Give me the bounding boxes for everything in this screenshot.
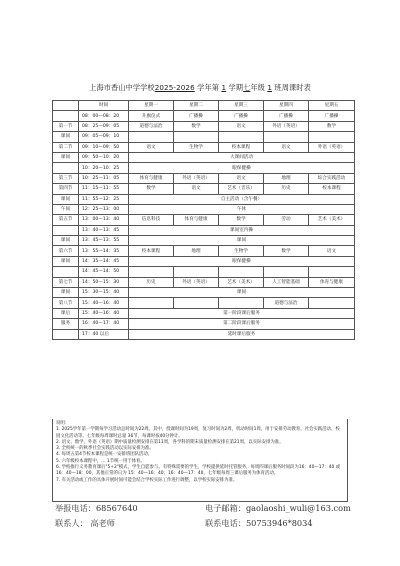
span-cell: 第二阶段课后服务 xyxy=(129,319,355,329)
lesson-cell: 广播操 xyxy=(174,111,219,121)
header-cell-blank xyxy=(53,101,79,111)
time-cell: 09：05—09：10 xyxy=(79,132,129,142)
lesson-cell: 语文 xyxy=(264,142,309,152)
lesson-cell xyxy=(264,267,309,277)
term: 1 xyxy=(221,83,227,92)
time-cell: 14：50—15：30 xyxy=(79,277,129,287)
span-cell: 课间 xyxy=(129,236,355,246)
time-cell: 10：25—11：05 xyxy=(79,173,129,183)
note-line: 1. 2025学年第一学期每学习活动总时间为22周，其中，授课时间为19周，复习时间为2周，机动时间1周，用于安排劳动教育、社会实践活动、校园文化活动等。七年级每周课时总量 36节，每课时按40分钟计。 xyxy=(56,427,340,439)
time-cell: 16：40—17：40 xyxy=(79,319,129,329)
lesson-cell: 道德与法治 xyxy=(129,121,174,131)
table-row xyxy=(53,308,355,318)
lesson-cell: 外语（英语） xyxy=(174,173,219,183)
table-row xyxy=(53,277,355,287)
span-cell: 眼保健操 xyxy=(129,163,355,173)
period-label: 午间 xyxy=(53,204,79,214)
span-cell: 第一阶段课后服务 xyxy=(129,308,355,318)
table-row xyxy=(53,163,355,173)
lesson-cell: 历史 xyxy=(129,277,174,287)
header-cell: 星期一 xyxy=(129,101,174,111)
time-cell: 12：25—13：00 xyxy=(79,204,129,214)
period-label xyxy=(53,225,79,235)
lesson-cell: 体育与健康 xyxy=(129,173,174,183)
lesson-cell: 语文 xyxy=(309,246,355,256)
period-label xyxy=(53,267,79,277)
period-label: 第七节 xyxy=(53,277,79,287)
lesson-cell: 数学 xyxy=(174,121,219,131)
footer-line-1 xyxy=(55,503,351,514)
lesson-cell: 生物学 xyxy=(174,142,219,152)
lesson-cell: 生物学 xyxy=(219,246,264,256)
time-cell: 10：20—10：25 xyxy=(79,163,129,173)
time-cell: 14：35—14：45 xyxy=(79,256,129,266)
lesson-cell: 升旗仪式 xyxy=(129,111,174,121)
span-cell: 课间室内操 xyxy=(129,225,355,235)
lesson-cell: 语文 xyxy=(129,142,174,152)
table-row xyxy=(53,267,355,277)
period-label: 服务 xyxy=(53,319,79,329)
header-cell: 时间 xyxy=(79,101,129,111)
report-phone: 举报电话：68567640 xyxy=(55,503,138,513)
time-cell: 15：40—16：40 xyxy=(79,298,129,308)
lesson-cell: 语文 xyxy=(174,184,219,194)
lesson-cell: 道德与法治 xyxy=(264,298,309,308)
footer-line-2 xyxy=(55,518,313,529)
lesson-cell: 人工智能基础 xyxy=(264,277,309,287)
note-line: 4. 每周五第4节校本课程是统一安排班团队活动。 xyxy=(56,452,153,458)
page-title: 上海市香山中学学校2025-2026 学年第 1 学期七年级 1 班周课时表 xyxy=(89,83,311,92)
lesson-cell: 艺术（美术） xyxy=(219,277,264,287)
period-label: 第五节 xyxy=(53,215,79,225)
lesson-cell: 广播操 xyxy=(264,111,309,121)
header-cell: 星期二 xyxy=(174,101,219,111)
lesson-cell xyxy=(309,298,355,308)
table-row xyxy=(53,132,355,142)
period-label: 第二节 xyxy=(53,142,79,152)
table-row xyxy=(53,111,355,121)
period-label: 第六节 xyxy=(53,246,79,256)
lesson-cell: 校本课程 xyxy=(219,142,264,152)
time-cell: 11：55—12：25 xyxy=(79,194,129,204)
contact-person: 联系人： 高老师 xyxy=(55,518,115,528)
period-label: 课间 xyxy=(53,256,79,266)
lesson-cell: 历史 xyxy=(264,184,309,194)
table-row xyxy=(53,236,355,246)
table-row xyxy=(53,298,355,308)
email: 电子邮箱：gaolaoshi_wuli@163.com xyxy=(205,503,351,513)
table-row xyxy=(53,152,355,162)
note-line: 6. 学校推行义务教育课后"5+2"模式，学生自愿参与。有特殊需要的学生，学校提供延时托管服务，每周四课后服务时间段为16：40—17：40 或 16：40—18：00，其他正常的日为 15：40—16：40；16：40—17：40，七年级每周三课后服务为体育活动。 xyxy=(56,465,341,477)
period-label: 课间 xyxy=(53,288,79,298)
period-label xyxy=(53,329,79,339)
lesson-cell xyxy=(129,267,174,277)
lesson-cell: 劳动 xyxy=(264,215,309,225)
lesson-cell: 语文 xyxy=(219,173,264,183)
period-label: 课间 xyxy=(53,236,79,246)
table-row xyxy=(53,215,355,225)
time-cell: 13：45—13：55 xyxy=(79,236,129,246)
span-cell: 课间 xyxy=(129,288,355,298)
timetable xyxy=(52,100,355,340)
lesson-cell: 数学 xyxy=(264,246,309,256)
lesson-cell: 艺术（美术） xyxy=(309,215,355,225)
lesson-cell: 广播操 xyxy=(219,111,264,121)
period-label: 课间 xyxy=(53,194,79,204)
lesson-cell: 数学 xyxy=(129,184,174,194)
lesson-cell xyxy=(309,132,355,142)
table-row xyxy=(53,194,355,204)
period-label: 第一节 xyxy=(53,121,79,131)
lesson-cell: 数学 xyxy=(309,121,355,131)
note-line: 3. 全校统一的秋季社会实践活动以实际安排为准。 xyxy=(56,446,154,452)
time-cell: 08：25—09：05 xyxy=(79,121,129,131)
lesson-cell xyxy=(174,132,219,142)
grade: 七 xyxy=(243,83,251,92)
span-cell: 延时课后服务 xyxy=(129,329,355,339)
period-label: 第四节 xyxy=(53,184,79,194)
lesson-cell xyxy=(219,267,264,277)
period-label: 课间 xyxy=(53,152,79,162)
lesson-cell xyxy=(174,267,219,277)
time-cell: 09：50—10：20 xyxy=(79,152,129,162)
note-line: 2. 语文、数学、外语（英语）期中质量检测安排在第11周，各学科的期末质量检测安排在第21周，以实际安排为准。 xyxy=(56,439,284,445)
time-cell: 08：00—08：20 xyxy=(79,111,129,121)
time-cell: 15：40—16：40 xyxy=(79,308,129,318)
note-line: 5. 六年级校本课程中，… 1节统一用于体育。 xyxy=(56,458,145,464)
note-line: 说明： xyxy=(56,421,70,426)
table-header-row xyxy=(53,101,355,111)
period-label: 第三节 xyxy=(53,173,79,183)
lesson-cell: 外语（英语） xyxy=(174,277,219,287)
table-row xyxy=(53,256,355,266)
lesson-cell: 数学 xyxy=(219,215,264,225)
lesson-cell xyxy=(129,132,174,142)
time-cell: 13：40—13：45 xyxy=(79,225,129,235)
span-cell: 自主活动（含午餐） xyxy=(129,194,355,204)
notes-box xyxy=(52,419,348,502)
lesson-cell: 校本课程 xyxy=(309,184,355,194)
lesson-cell xyxy=(129,298,174,308)
lesson-cell: 体育与健康 xyxy=(174,215,219,225)
period-label: 第八节 xyxy=(53,298,79,308)
span-cell: 眼保健操 xyxy=(129,256,355,266)
time-cell: 13：00—13：40 xyxy=(79,215,129,225)
table-row xyxy=(53,184,355,194)
period-label: 课间 xyxy=(53,132,79,142)
lesson-cell xyxy=(219,298,264,308)
lesson-cell xyxy=(219,132,264,142)
note-line: 7. 有关活动或工作的具体开展时间可能会结合学校实际工作进行调整，以学校实际安排为准。 xyxy=(56,477,238,483)
header-cell: 星期三 xyxy=(219,101,264,111)
period-label: 课后 xyxy=(53,308,79,318)
lesson-cell: 外语（英语） xyxy=(264,121,309,131)
span-cell: 午休 xyxy=(129,204,355,214)
school-year: 2025-2026 xyxy=(154,83,195,92)
time-cell: 11：15—11：55 xyxy=(79,184,129,194)
lesson-cell xyxy=(309,267,355,277)
lesson-cell xyxy=(174,298,219,308)
table-row xyxy=(53,204,355,214)
time-cell: 14：45—14：50 xyxy=(79,267,129,277)
table-row xyxy=(53,121,355,131)
time-cell: 15：30—15：40 xyxy=(79,288,129,298)
table-row xyxy=(53,329,355,339)
table-row xyxy=(53,246,355,256)
lesson-cell: 校本课程 xyxy=(129,246,174,256)
table-row xyxy=(53,319,355,329)
lesson-cell: 地理 xyxy=(174,246,219,256)
time-cell: 17：40 以后 xyxy=(79,329,129,339)
table-row xyxy=(53,173,355,183)
lesson-cell: 信息科技 xyxy=(129,215,174,225)
contact-phone: 联系电话：50753946*8034 xyxy=(205,518,313,528)
time-cell: 13：55—14：35 xyxy=(79,246,129,256)
lesson-cell: 综合实践活动 xyxy=(309,173,355,183)
class-number: 1 xyxy=(267,83,273,92)
lesson-cell: 体育与健康 xyxy=(309,277,355,287)
header-cell: 星期五 xyxy=(309,101,355,111)
table-row xyxy=(53,288,355,298)
table-row xyxy=(53,225,355,235)
lesson-cell: 广播操 xyxy=(309,111,355,121)
lesson-cell xyxy=(264,132,309,142)
lesson-cell: 地理 xyxy=(264,173,309,183)
lesson-cell: 语文 xyxy=(219,121,264,131)
header-cell: 星期四 xyxy=(264,101,309,111)
table-row xyxy=(53,142,355,152)
time-cell: 09：10—09：50 xyxy=(79,142,129,152)
span-cell: 大课间活动 xyxy=(129,152,355,162)
period-label xyxy=(53,163,79,173)
period-label xyxy=(53,111,79,121)
lesson-cell: 艺术（音乐） xyxy=(219,184,264,194)
lesson-cell: 外语（英语） xyxy=(309,142,355,152)
